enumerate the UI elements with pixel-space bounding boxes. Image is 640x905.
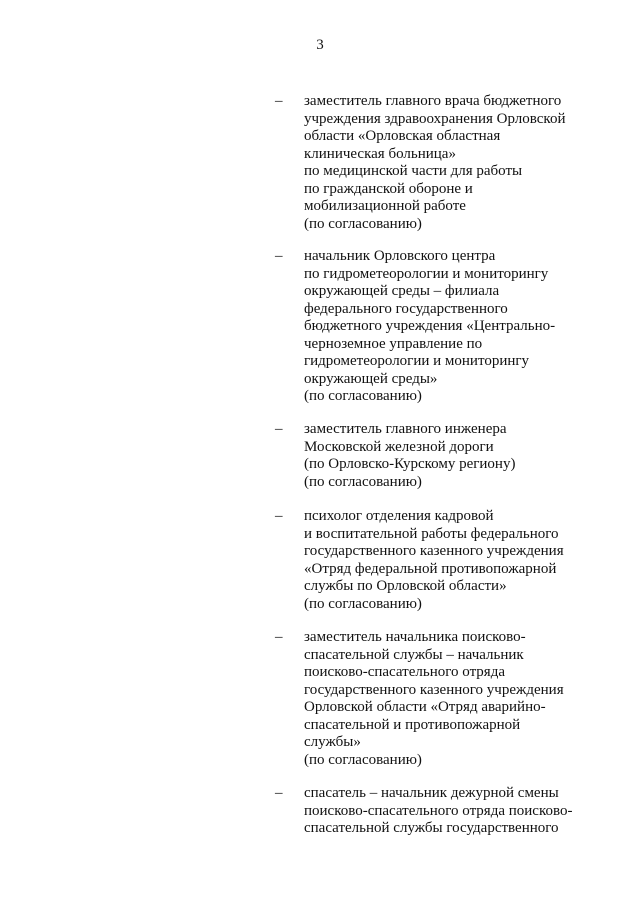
entry-line: заместитель начальника поисково- bbox=[304, 629, 526, 645]
entry-line: клиническая больница» bbox=[304, 145, 456, 162]
entry-text bbox=[304, 421, 634, 491]
entry-line: окружающей среды» bbox=[304, 370, 438, 387]
entry-line: области «Орловская областная bbox=[304, 128, 501, 144]
entry-line: (по согласованию) bbox=[304, 595, 422, 612]
entry-line: (по Орловско-Курскому региону) bbox=[304, 456, 516, 472]
entry-line: спасательной и противопожарной bbox=[304, 716, 521, 733]
entry-line: поисково-спасательного отряда bbox=[304, 664, 505, 680]
entry-line: начальник Орловского центра bbox=[304, 248, 496, 264]
entry-line: федерального государственного bbox=[304, 300, 508, 317]
entry-line: по гидрометеорологии и мониторингу bbox=[304, 265, 549, 282]
entry-line: Орловской области «Отряд аварийно- bbox=[304, 699, 546, 715]
page-number: 3 bbox=[316, 37, 324, 53]
entry-line: бюджетного учреждения «Центрально- bbox=[304, 318, 556, 334]
entry-line: службы» bbox=[304, 734, 361, 750]
entry-line: государственного казенного учреждения bbox=[304, 681, 564, 698]
entry-text bbox=[304, 508, 634, 613]
entry-line: спасательной службы государственного bbox=[304, 820, 559, 836]
entry-line: и воспитательной работы федерального bbox=[304, 525, 559, 542]
entry-line: (по согласованию) bbox=[304, 215, 422, 232]
entry-line: заместитель главного инженера bbox=[304, 421, 507, 437]
entry-line: учреждения здравоохранения Орловской bbox=[304, 110, 566, 127]
entry-text bbox=[304, 93, 634, 233]
entry-line: Московской железной дороги bbox=[304, 438, 494, 455]
entry-line: гидрометеорологии и мониторингу bbox=[304, 353, 530, 369]
entry-line: черноземное управление по bbox=[304, 335, 483, 352]
list-dash: – bbox=[275, 421, 283, 437]
entry-line: спасательной службы – начальник bbox=[304, 646, 524, 663]
list-dash: – bbox=[275, 508, 283, 524]
entry-line: государственного казенного учреждения bbox=[304, 543, 564, 559]
entry-line: по гражданской обороне и bbox=[304, 180, 473, 197]
list-dash: – bbox=[275, 93, 283, 109]
entry-line: по медицинской части для работы bbox=[304, 163, 523, 179]
list-dash: – bbox=[275, 248, 283, 264]
entry-line: мобилизационной работе bbox=[304, 198, 466, 214]
list-dash: – bbox=[275, 785, 283, 801]
entry-line: психолог отделения кадровой bbox=[304, 508, 494, 524]
entry-text bbox=[304, 248, 634, 406]
entry-text bbox=[304, 629, 634, 769]
entry-line: (по согласованию) bbox=[304, 473, 422, 490]
entry-line: спасатель – начальник дежурной смены bbox=[304, 785, 559, 801]
entry-line: (по согласованию) bbox=[304, 751, 422, 768]
entry-text bbox=[304, 785, 634, 838]
entry-line: службы по Орловской области» bbox=[304, 578, 507, 594]
entry-line: заместитель главного врача бюджетного bbox=[304, 93, 562, 109]
entry-line: (по согласованию) bbox=[304, 388, 422, 404]
entry-line: окружающей среды – филиала bbox=[304, 283, 500, 299]
entry-line: «Отряд федеральной противопожарной bbox=[304, 560, 557, 577]
list-dash: – bbox=[275, 629, 283, 645]
entry-line: поисково-спасательного отряда поисково- bbox=[304, 802, 573, 819]
